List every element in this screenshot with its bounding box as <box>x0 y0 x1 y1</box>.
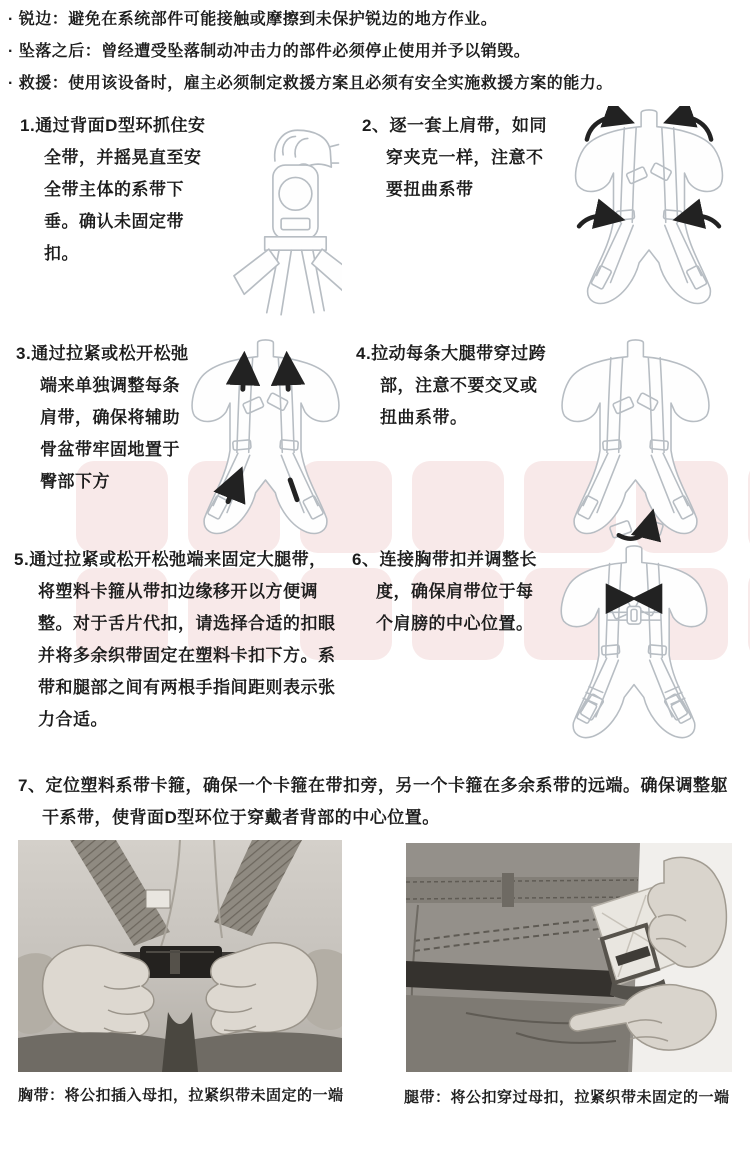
step-2-number: 2、 <box>362 116 390 135</box>
leg-strap-caption: 腿带：将公扣穿过母扣，拉紧织带未固定的一端 <box>404 1089 730 1106</box>
step-2-text: 2、逐一套上肩带，如同穿夹克一样，注意不要扭曲系带 <box>362 116 547 199</box>
chest-strap-buckle-photo <box>18 840 342 1072</box>
step-4-text: 4.拉动每条大腿带穿过跨部，注意不要交叉或扭曲系带。 <box>356 344 547 427</box>
harness-with-inward-arrows-illustration <box>553 106 745 318</box>
step-6-number: 6、 <box>352 550 380 569</box>
chest-strap-caption: 胸带：将公扣插入母扣，拉紧织带未固定的一端 <box>18 1087 344 1104</box>
step-1-number: 1. <box>20 116 36 135</box>
warning-list <box>8 4 746 100</box>
step-5-number: 5. <box>14 550 30 569</box>
watermark-block <box>412 461 504 553</box>
step-5-text: 5.通过拉紧或松开松弛端来固定大腿带，将塑料卡箍从带扣边缘移开以方便调整。对于舌片代扣，请选择合适的扣眼并将多余织带固定在塑料卡扣下方。系带和腿部之间有两根手指间距则表示张力合适。 <box>14 550 336 729</box>
harness-tighten-up-arrows-illustration <box>178 336 353 548</box>
harness-chest-buckle-arrows-illustration <box>550 542 718 752</box>
step-7-text: 7、定位塑料系带卡箍，确保一个卡箍在带扣旁，另一个卡箍在多余系带的远端。确保调整躯干系带，使背面D型环位于穿戴者背部的中心位置。 <box>18 776 728 827</box>
step-4-number: 4. <box>356 344 372 363</box>
warning-after-fall: · 坠落之后：曾经遭受坠落制动冲击力的部件必须停止使用并予以销毁。 <box>8 43 531 60</box>
step-6-text: 6、连接胸带扣并调整长度，确保肩带位于每个肩膀的中心位置。 <box>352 550 537 633</box>
step-3-number: 3. <box>16 344 32 363</box>
hand-holding-d-ring-illustration <box>212 120 342 325</box>
step-1-text: 1.通过背面D型环抓住安全带，并摇晃直至安全带主体的系带下垂。确认未固定带扣。 <box>20 116 206 263</box>
step-3-text: 3.通过拉紧或松开松弛端来单独调整每条肩带，确保将辅助骨盆带牢固地置于臀部下方 <box>16 344 189 491</box>
harness-leg-strap-arrow-illustration <box>548 336 723 548</box>
warning-rescue: · 救援：使用该设备时，雇主必须制定救援方案且必须有安全实施救援方案的能力。 <box>8 75 613 92</box>
warning-sharp-edges: · 锐边：避免在系统部件可能接触或摩擦到未保护锐边的地方作业。 <box>8 11 498 28</box>
leg-strap-buckle-photo <box>406 843 732 1072</box>
step-7-number: 7、 <box>18 776 46 795</box>
